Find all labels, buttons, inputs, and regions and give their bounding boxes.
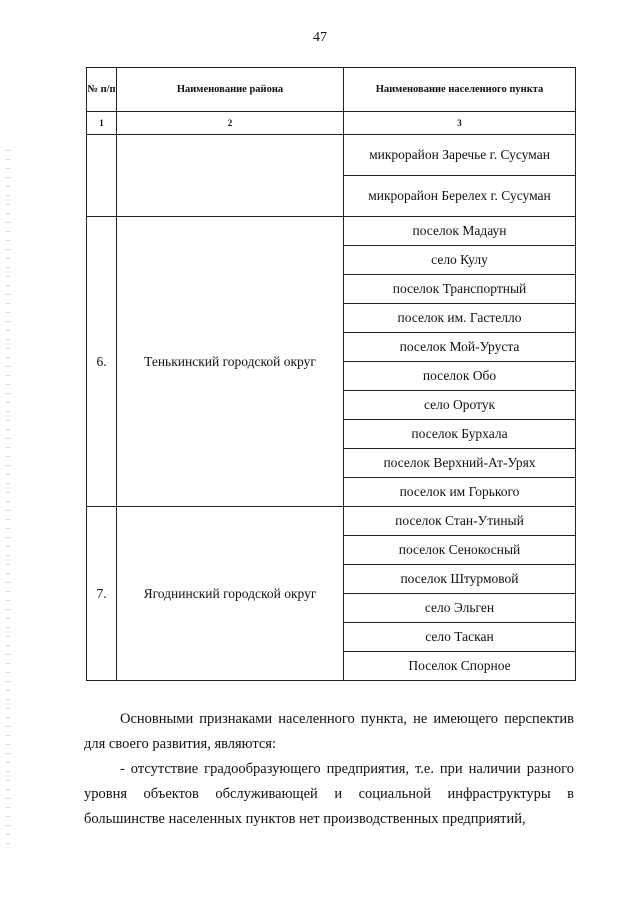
district-name: Тенькинский городской округ xyxy=(117,217,344,507)
settlement-name: село Кулу xyxy=(344,246,576,275)
table-row xyxy=(87,135,576,176)
settlement-name: село Оротук xyxy=(344,391,576,420)
settlement-name: поселок Бурхала xyxy=(344,420,576,449)
settlement-name: поселок им Горького xyxy=(344,478,576,507)
district-name: Ягоднинский городской округ xyxy=(117,507,344,681)
settlement-name: село Таскан xyxy=(344,623,576,652)
column-number: 2 xyxy=(117,112,344,135)
settlement-name: поселок Стан-Утиный xyxy=(344,507,576,536)
header-district: Наименование района xyxy=(117,68,344,112)
settlements-table xyxy=(86,67,576,681)
settlement-name: поселок Транспортный xyxy=(344,275,576,304)
header-num: № п/п xyxy=(87,68,117,112)
page-number: 47 xyxy=(313,30,327,45)
row-number: 7. xyxy=(87,507,117,681)
settlement-name: Поселок Спорное xyxy=(344,652,576,681)
table-row xyxy=(87,217,576,246)
district-name xyxy=(117,135,344,217)
settlement-name: поселок Мой-Уруста xyxy=(344,333,576,362)
row-number: 6. xyxy=(87,217,117,507)
settlement-name: микрорайон Заречье г. Сусуман xyxy=(344,135,576,176)
column-number: 1 xyxy=(87,112,117,135)
settlement-name: поселок Верхний-Ат-Урях xyxy=(344,449,576,478)
table-row xyxy=(87,507,576,536)
settlement-name: микрорайон Берелех г. Сусуман xyxy=(344,176,576,217)
header-settlement: Наименование населенного пункта xyxy=(344,68,576,112)
paragraph-intro: Основными признаками населенного пункта, не имеющего перспектив для своего развития, являются: xyxy=(84,710,574,752)
settlement-name: поселок Мадаун xyxy=(344,217,576,246)
settlement-name: поселок Сенокосный xyxy=(344,536,576,565)
settlement-name: поселок Обо xyxy=(344,362,576,391)
settlement-name: поселок Штурмовой xyxy=(344,565,576,594)
paragraph-criterion: - отсутствие градообразующего предприятия, т.е. при наличии разного уровня объектов обслуживающей и социальной инфраструктуры в большинстве населенных пунктов нет производственных предприятий, xyxy=(84,760,574,827)
row-number xyxy=(87,135,117,217)
table-header-row xyxy=(87,68,576,112)
column-numbers-row xyxy=(87,112,576,135)
column-number: 3 xyxy=(344,112,576,135)
scan-margin-marks xyxy=(6,150,10,850)
settlement-name: поселок им. Гастелло xyxy=(344,304,576,333)
settlement-name: село Эльген xyxy=(344,594,576,623)
